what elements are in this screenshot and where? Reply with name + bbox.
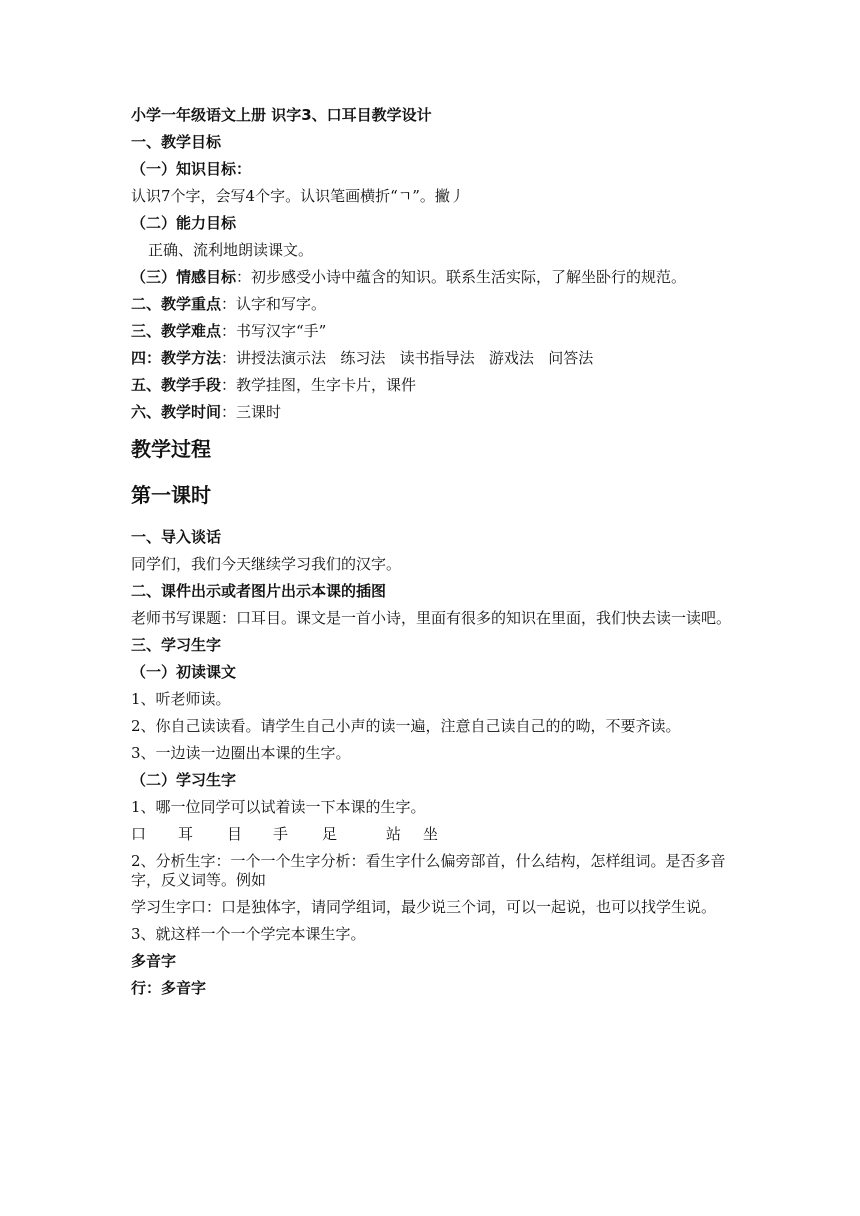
emotion-objective-text: ：初步感受小诗中蕴含的知识。联系生活实际，了解坐卧行的规范。: [236, 268, 687, 286]
difficulties-text: ：书写汉字“手”: [221, 322, 327, 340]
character-list: [131, 825, 731, 844]
methods-label: 四：教学方法: [131, 349, 222, 367]
teaching-process-heading: 教学过程: [131, 437, 211, 461]
first-reading-item-3: 3、一边读一边圈出本课的生字。: [131, 744, 351, 762]
first-lesson-heading: 第一课时: [131, 483, 211, 507]
difficulties-label: 三、教学难点: [131, 322, 222, 340]
intro-talk-text: 同学们，我们今天继续学习我们的汉字。: [131, 555, 402, 573]
character: 口: [131, 825, 147, 843]
subsection-ability-objective: （二）能力目标: [131, 214, 237, 232]
character: 目: [227, 825, 243, 843]
study-characters-item-2: 2、分析生字：一个一个生字分析：看生字什么偏旁部首，什么结构，怎样组词。是否多音字，反义词等。例如: [131, 852, 726, 889]
first-reading-item-1: 1、听老师读。: [131, 690, 231, 708]
key-points-label: 二、教学重点: [131, 295, 222, 313]
learn-characters-heading: 三、学习生字: [131, 636, 222, 654]
document-title: 小学一年级语文上册 识字3、口耳目教学设计: [131, 106, 432, 124]
polyphonic-heading: 多音字: [131, 952, 177, 970]
polyphonic-item: 行：多音字: [131, 979, 207, 997]
means-text: ：教学挂图，生字卡片，课件: [221, 376, 417, 394]
emotion-objective-label: （三）情感目标: [131, 268, 237, 286]
teaching-time: [131, 403, 731, 422]
courseware-text: 老师书写课题：口耳目。课文是一首小诗，里面有很多的知识在里面，我们快去读一读吧。: [131, 609, 732, 627]
study-characters-heading: （二）学习生字: [131, 771, 237, 789]
means-label: 五、教学手段: [131, 376, 222, 394]
character: 站: [386, 825, 402, 843]
emotion-objective: [131, 268, 731, 287]
character: 坐: [423, 825, 439, 843]
study-characters-item-3: 学习生字口：口是独体字，请同学组词，最少说三个词，可以一起说，也可以找学生说。: [131, 898, 717, 916]
character: 手: [273, 825, 289, 843]
courseware-heading: 二、课件出示或者图片出示本课的插图: [131, 582, 387, 600]
study-characters-item-4: 3、就这样一个一个学完本课生字。: [131, 925, 366, 943]
teaching-difficulties: [131, 322, 731, 341]
intro-talk-heading: 一、导入谈话: [131, 528, 222, 546]
teaching-methods: [131, 349, 731, 368]
first-reading-item-2: 2、你自己读读看。请学生自己小声的读一遍，注意自己读自己的的呦，不要齐读。: [131, 717, 681, 735]
first-reading-heading: （一）初读课文: [131, 663, 237, 681]
ability-objective-text: 正确、流利地朗读课文。: [148, 241, 314, 259]
methods-text: ：讲授法演示法 练习法 读书指导法 游戏法 问答法: [221, 349, 594, 367]
time-label: 六、教学时间: [131, 403, 222, 421]
teaching-means: [131, 376, 731, 395]
teaching-key-points: [131, 295, 731, 314]
document-page: [131, 106, 731, 1006]
time-text: ：三课时: [221, 403, 282, 421]
section-teaching-objectives: 一、教学目标: [131, 133, 222, 151]
study-characters-item-1: 1、哪一位同学可以试着读一下本课的生字。: [131, 798, 426, 816]
character: 耳: [178, 825, 194, 843]
knowledge-objective-text: 认识7个字，会写4个字。认识笔画横折“ㄱ”。撇丿: [131, 187, 465, 205]
key-points-text: ：认字和写字。: [221, 295, 327, 313]
subsection-knowledge-objective: （一）知识目标：: [131, 160, 252, 178]
character: 足: [322, 825, 338, 843]
